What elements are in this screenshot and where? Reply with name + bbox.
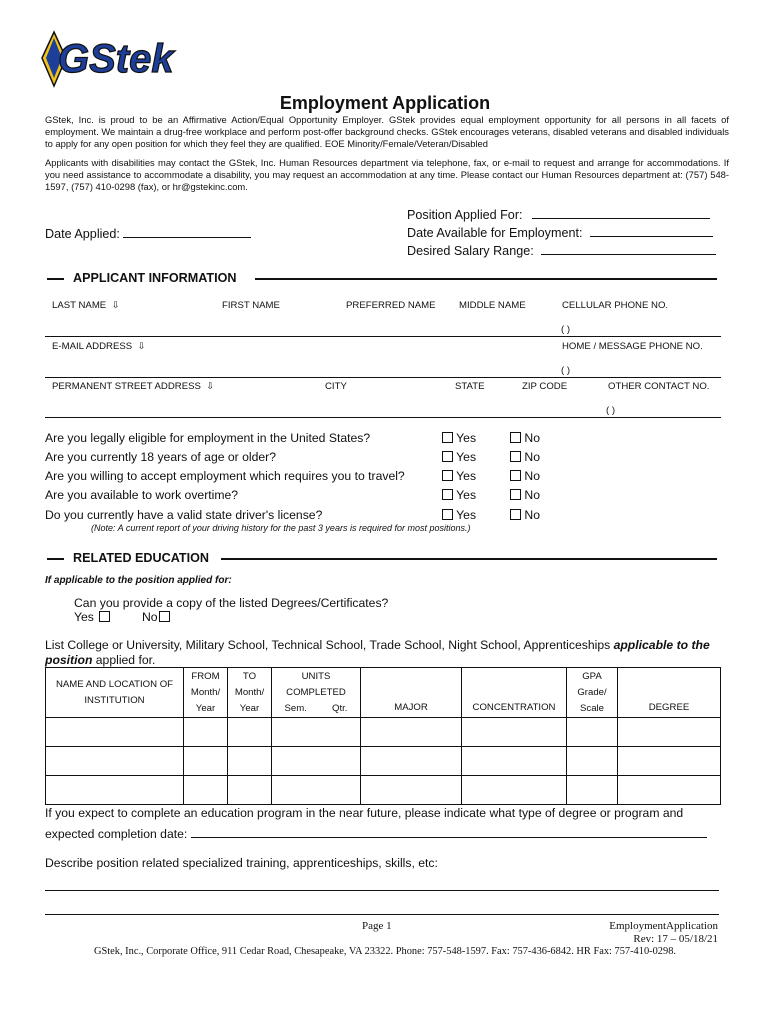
- question-eligible: Are you legally eligible for employment in the United States?: [45, 431, 371, 445]
- no-checkbox[interactable]: No: [510, 431, 540, 445]
- date-applied-field[interactable]: [45, 226, 251, 241]
- license-note: (Note: A current report of your driving history for the past 3 years is required for most positions.): [91, 523, 471, 533]
- question-overtime: Are you available to work overtime?: [45, 488, 239, 502]
- down-arrow-icon: ⇩: [111, 300, 120, 311]
- completion-date-field[interactable]: expected completion date:: [45, 826, 707, 841]
- copy-yes-checkbox[interactable]: Yes: [74, 610, 110, 624]
- copy-no-checkbox[interactable]: No: [142, 610, 170, 624]
- future-program-question: If you expect to complete an education program in the near future, please indicate what type of degree or program and: [45, 806, 684, 820]
- education-table: [45, 667, 721, 805]
- yes-checkbox[interactable]: Yes: [442, 488, 476, 502]
- down-arrow-icon: ⇩: [137, 341, 146, 352]
- yes-checkbox[interactable]: Yes: [442, 469, 476, 483]
- street-address-label: PERMANENT STREET ADDRESS ⇩: [52, 381, 215, 392]
- yes-checkbox[interactable]: Yes: [442, 431, 476, 445]
- cell-phone-label: CELLULAR PHONE NO.: [562, 300, 669, 311]
- form-name: EmploymentApplication: [609, 920, 718, 932]
- position-applied-field[interactable]: [407, 207, 710, 222]
- state-label: STATE: [455, 381, 485, 392]
- copy-certificates-question: Can you provide a copy of the listed Degrees/Certificates?: [74, 596, 389, 610]
- last-name-label: LAST NAME ⇩: [52, 300, 120, 311]
- no-checkbox[interactable]: No: [510, 508, 540, 522]
- revision-label: Rev: 17 – 05/18/21: [633, 933, 718, 945]
- table-row: [46, 718, 721, 747]
- no-checkbox[interactable]: No: [510, 450, 540, 464]
- list-schools-instruction: List College or University, Military School, Technical School, Trade School, Night School, Apprenticeships applicable to the position applied for.: [45, 638, 710, 667]
- salary-range-field[interactable]: [407, 243, 716, 258]
- training-question: Describe position related specialized training, apprenticeships, skills, etc:: [45, 856, 438, 870]
- training-line-2[interactable]: [45, 914, 719, 915]
- home-phone-area-code[interactable]: ( ): [561, 365, 571, 376]
- no-checkbox[interactable]: No: [510, 469, 540, 483]
- date-applied-label: Date Applied:: [45, 227, 120, 241]
- down-arrow-icon: ⇩: [206, 381, 215, 392]
- no-checkbox[interactable]: No: [510, 488, 540, 502]
- yes-checkbox[interactable]: Yes: [442, 450, 476, 464]
- question-travel: Are you willing to accept employment which requires you to travel?: [45, 469, 405, 483]
- gstek-logo: [40, 28, 220, 90]
- zip-code-label: ZIP CODE: [522, 381, 568, 392]
- email-label: E-MAIL ADDRESS ⇩: [52, 341, 146, 352]
- education-heading: RELATED EDUCATION: [45, 551, 717, 567]
- applicant-info-heading: APPLICANT INFORMATION: [45, 271, 717, 287]
- table-row: [46, 776, 721, 805]
- date-available-label: Date Available for Employment:: [407, 226, 583, 240]
- first-name-label: FIRST NAME: [222, 300, 280, 311]
- preferred-name-label: PREFERRED NAME: [346, 300, 436, 311]
- training-line-1[interactable]: [45, 890, 719, 891]
- other-contact-area-code[interactable]: ( ): [606, 405, 616, 416]
- question-age: Are you currently 18 years of age or older?: [45, 450, 277, 464]
- home-phone-label: HOME / MESSAGE PHONE NO.: [562, 341, 703, 352]
- city-label: CITY: [325, 381, 347, 392]
- salary-range-label: Desired Salary Range:: [407, 244, 534, 258]
- date-available-field[interactable]: [407, 225, 713, 240]
- cell-phone-area-code[interactable]: ( ): [561, 324, 571, 335]
- table-header-row: NAME AND LOCATION OF INSTITUTION FROM Month/ Year TO Month/ Year UNITS COMPLETED Sem. Qtr. MAJOR CONCENTRATION GPA Grade/ Scale DEGREE: [46, 668, 721, 718]
- svg-text:GStek: GStek: [58, 37, 174, 81]
- if-applicable-note: If applicable to the position applied for:: [45, 575, 232, 586]
- middle-name-label: MIDDLE NAME: [459, 300, 526, 311]
- question-license: Do you currently have a valid state driver's license?: [45, 508, 323, 522]
- yes-checkbox[interactable]: Yes: [442, 508, 476, 522]
- page-number: Page 1: [362, 920, 392, 932]
- page-title: Employment Application: [279, 93, 491, 113]
- position-applied-label: Position Applied For:: [407, 208, 523, 222]
- table-row: [46, 747, 721, 776]
- eeo-statement: GStek, Inc. is proud to be an Affirmative Action/Equal Opportunity Employer. GStek provides equal employment opportunity for all persons in all facets of employment. We maintain a drug-free workplace and perform post-offer background checks. GStek encourages veterans, disabled veterans and disabled individuals to apply for any open position for which they feel they are qualified. EOE Minority/Female/Veteran/Disabled: [45, 114, 729, 149]
- footer-address: GStek, Inc., Corporate Office, 911 Cedar Road, Chesapeake, VA 23322. Phone: 757-548-1597. Fax: 757-436-6842. HR Fax: 757-410-0298.: [94, 946, 676, 957]
- other-contact-label: OTHER CONTACT NO.: [608, 381, 710, 392]
- accommodation-statement: Applicants with disabilities may contact the GStek, Inc. Human Resources department via telephone, fax, or e-mail to request and arrange for accommodations. If you need assistance to accommodate a disability, you may request an accommodation at any time. Please contact our Human Resources department at: (757) 548-1597, (757) 410-0298 (fax), or hr@gstekinc.com.: [45, 157, 729, 192]
